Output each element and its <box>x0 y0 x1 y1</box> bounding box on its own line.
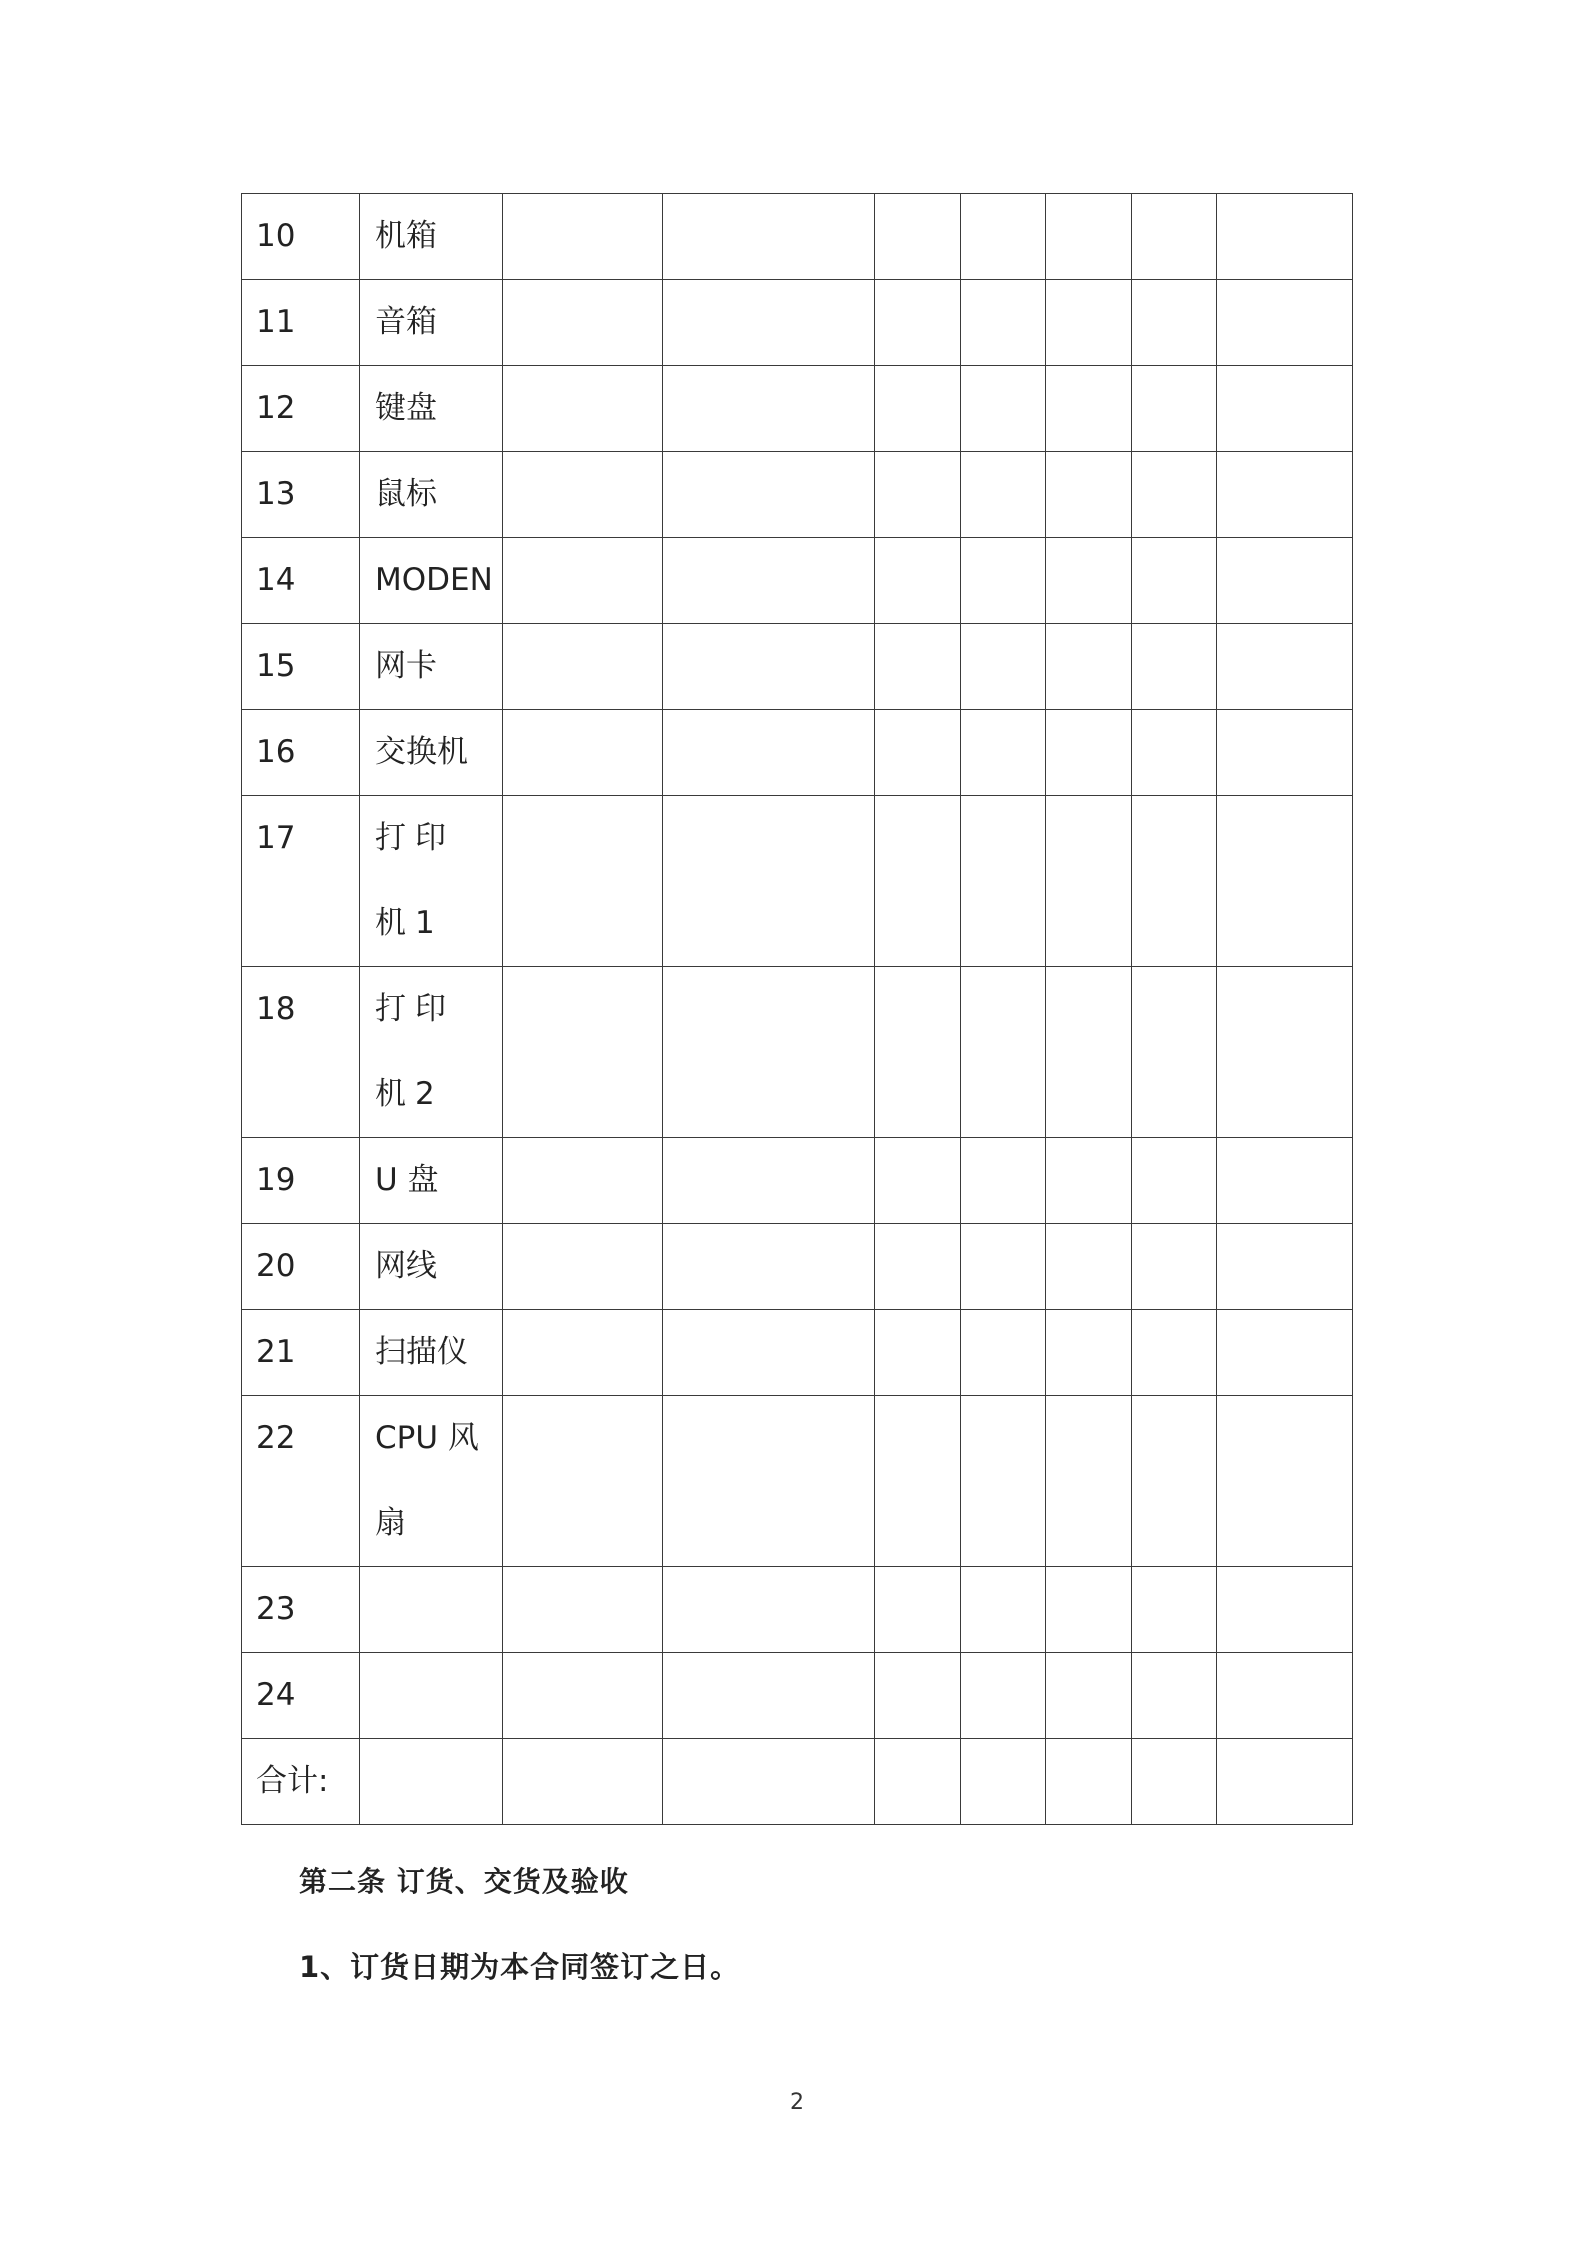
total-label: 合计: <box>242 1739 360 1825</box>
empty-cell <box>1046 1310 1132 1396</box>
empty-cell <box>503 194 663 280</box>
row-number: 21 <box>242 1310 360 1396</box>
empty-cell <box>1217 1396 1353 1567</box>
empty-cell <box>1046 1739 1132 1825</box>
empty-cell <box>503 1653 663 1739</box>
row-number: 23 <box>242 1567 360 1653</box>
empty-cell <box>1046 538 1132 624</box>
empty-cell <box>961 967 1046 1138</box>
empty-cell <box>503 1310 663 1396</box>
empty-cell <box>663 1739 875 1825</box>
empty-cell <box>1046 366 1132 452</box>
empty-cell <box>1046 1653 1132 1739</box>
empty-cell <box>961 796 1046 967</box>
empty-cell <box>875 1138 961 1224</box>
empty-cell <box>961 1310 1046 1396</box>
section-heading: 第二条 订货、交货及验收 <box>299 1865 629 1898</box>
empty-cell <box>663 1396 875 1567</box>
table-row <box>242 624 1353 710</box>
empty-cell <box>1046 1396 1132 1567</box>
row-number: 15 <box>242 624 360 710</box>
row-number: 22 <box>242 1396 360 1567</box>
empty-cell <box>663 1567 875 1653</box>
empty-cell <box>1046 280 1132 366</box>
empty-cell <box>875 1653 961 1739</box>
table-row <box>242 1396 1353 1567</box>
row-number: 11 <box>242 280 360 366</box>
empty-cell <box>875 1396 961 1567</box>
empty-cell <box>875 967 961 1138</box>
empty-cell <box>961 194 1046 280</box>
table-row <box>242 1138 1353 1224</box>
row-number: 10 <box>242 194 360 280</box>
clause-text: 1、订货日期为本合同签订之日。 <box>299 1950 741 1984</box>
table-row <box>242 452 1353 538</box>
item-name: 打印机2 <box>360 967 503 1138</box>
row-number: 18 <box>242 967 360 1138</box>
empty-cell <box>1046 967 1132 1138</box>
empty-cell <box>503 1138 663 1224</box>
empty-cell <box>1217 452 1353 538</box>
empty-cell <box>503 280 663 366</box>
empty-cell <box>503 967 663 1138</box>
empty-cell <box>961 1396 1046 1567</box>
empty-cell <box>875 1224 961 1310</box>
empty-cell <box>1217 1138 1353 1224</box>
empty-cell <box>1132 1138 1217 1224</box>
empty-cell <box>961 624 1046 710</box>
empty-cell <box>1046 796 1132 967</box>
empty-cell <box>1217 624 1353 710</box>
empty-cell <box>1217 280 1353 366</box>
empty-cell <box>961 1224 1046 1310</box>
item-name: U 盘 <box>360 1138 503 1224</box>
empty-cell <box>503 1739 663 1825</box>
empty-cell <box>1046 1138 1132 1224</box>
item-name: 扫描仪 <box>360 1310 503 1396</box>
empty-cell <box>1217 538 1353 624</box>
empty-cell <box>503 1224 663 1310</box>
empty-cell <box>503 366 663 452</box>
empty-cell <box>961 280 1046 366</box>
empty-cell <box>1132 280 1217 366</box>
empty-cell <box>875 1739 961 1825</box>
empty-cell <box>503 1396 663 1567</box>
empty-cell <box>1217 366 1353 452</box>
empty-cell <box>663 710 875 796</box>
empty-cell <box>663 1224 875 1310</box>
row-number: 19 <box>242 1138 360 1224</box>
empty-cell <box>1132 1739 1217 1825</box>
empty-cell <box>1217 967 1353 1138</box>
empty-cell <box>961 366 1046 452</box>
empty-cell <box>1046 1567 1132 1653</box>
empty-cell <box>663 967 875 1138</box>
empty-cell <box>1217 194 1353 280</box>
total-row <box>242 1739 1353 1825</box>
item-name <box>360 1739 503 1825</box>
row-number: 24 <box>242 1653 360 1739</box>
item-name: 键盘 <box>360 366 503 452</box>
item-name: 网线 <box>360 1224 503 1310</box>
empty-cell <box>1132 366 1217 452</box>
empty-cell <box>961 1739 1046 1825</box>
empty-cell <box>875 624 961 710</box>
page-number: 2 <box>790 2090 804 2115</box>
empty-cell <box>875 366 961 452</box>
table-row <box>242 1224 1353 1310</box>
empty-cell <box>875 1567 961 1653</box>
empty-cell <box>663 624 875 710</box>
empty-cell <box>961 1138 1046 1224</box>
empty-cell <box>1132 194 1217 280</box>
item-name: MODEN <box>360 538 503 624</box>
table-row <box>242 1567 1353 1653</box>
empty-cell <box>663 366 875 452</box>
empty-cell <box>663 1138 875 1224</box>
row-number: 14 <box>242 538 360 624</box>
empty-cell <box>503 452 663 538</box>
empty-cell <box>663 1653 875 1739</box>
empty-cell <box>1132 624 1217 710</box>
empty-cell <box>503 1567 663 1653</box>
empty-cell <box>1217 1224 1353 1310</box>
empty-cell <box>961 1567 1046 1653</box>
item-name: 交换机 <box>360 710 503 796</box>
empty-cell <box>1046 1224 1132 1310</box>
empty-cell <box>663 452 875 538</box>
empty-cell <box>1217 1653 1353 1739</box>
table-row <box>242 710 1353 796</box>
empty-cell <box>503 796 663 967</box>
empty-cell <box>1046 452 1132 538</box>
item-name <box>360 1653 503 1739</box>
empty-cell <box>503 710 663 796</box>
empty-cell <box>875 796 961 967</box>
table-row <box>242 194 1353 280</box>
empty-cell <box>1217 710 1353 796</box>
empty-cell <box>663 280 875 366</box>
empty-cell <box>1132 538 1217 624</box>
item-name: 打印机1 <box>360 796 503 967</box>
table-row <box>242 1310 1353 1396</box>
empty-cell <box>1217 1567 1353 1653</box>
empty-cell <box>663 194 875 280</box>
empty-cell <box>1132 967 1217 1138</box>
empty-cell <box>1217 1310 1353 1396</box>
empty-cell <box>663 1310 875 1396</box>
row-number: 12 <box>242 366 360 452</box>
empty-cell <box>503 624 663 710</box>
empty-cell <box>875 538 961 624</box>
empty-cell <box>1132 796 1217 967</box>
empty-cell <box>663 538 875 624</box>
table-row <box>242 1653 1353 1739</box>
empty-cell <box>961 452 1046 538</box>
empty-cell <box>1132 1310 1217 1396</box>
equipment-table <box>241 193 1353 1825</box>
empty-cell <box>1132 710 1217 796</box>
empty-cell <box>503 538 663 624</box>
row-number: 20 <box>242 1224 360 1310</box>
empty-cell <box>1046 624 1132 710</box>
empty-cell <box>875 280 961 366</box>
empty-cell <box>1217 796 1353 967</box>
item-name: 机箱 <box>360 194 503 280</box>
row-number: 17 <box>242 796 360 967</box>
empty-cell <box>1046 710 1132 796</box>
table-row <box>242 967 1353 1138</box>
empty-cell <box>875 1310 961 1396</box>
item-name <box>360 1567 503 1653</box>
empty-cell <box>1132 1567 1217 1653</box>
empty-cell <box>875 710 961 796</box>
empty-cell <box>663 796 875 967</box>
empty-cell <box>1132 1653 1217 1739</box>
empty-cell <box>1132 1396 1217 1567</box>
empty-cell <box>961 1653 1046 1739</box>
empty-cell <box>875 452 961 538</box>
empty-cell <box>875 194 961 280</box>
empty-cell <box>961 538 1046 624</box>
item-name: 音箱 <box>360 280 503 366</box>
empty-cell <box>1132 452 1217 538</box>
empty-cell <box>961 710 1046 796</box>
row-number: 13 <box>242 452 360 538</box>
table-row <box>242 366 1353 452</box>
table-row <box>242 538 1353 624</box>
item-name: 网卡 <box>360 624 503 710</box>
table-row <box>242 796 1353 967</box>
item-name: CPU 风扇 <box>360 1396 503 1567</box>
row-number: 16 <box>242 710 360 796</box>
table-row <box>242 280 1353 366</box>
item-name: 鼠标 <box>360 452 503 538</box>
empty-cell <box>1046 194 1132 280</box>
empty-cell <box>1132 1224 1217 1310</box>
empty-cell <box>1217 1739 1353 1825</box>
